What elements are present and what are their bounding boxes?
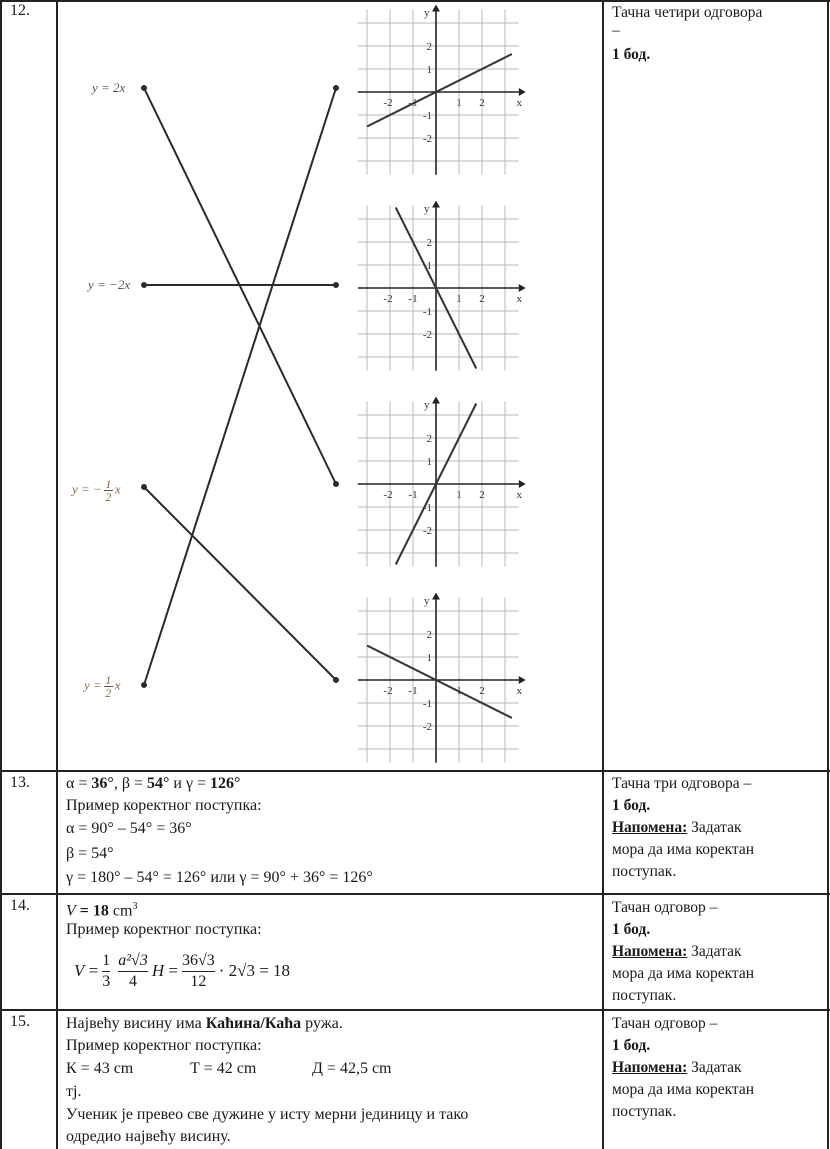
x-axis-label: x <box>516 97 522 109</box>
y-tick-label: -1 <box>422 502 432 514</box>
y-tick-label: -2 <box>422 721 432 733</box>
column-divider-2 <box>602 0 604 1149</box>
height-k: К = 43 cm <box>66 1060 134 1077</box>
height-d: Д = 42,5 cm <box>312 1060 392 1077</box>
x-axis-label: x <box>516 489 522 501</box>
score-q14: Тачан одговор – 1 бод. Напомена: Задатак мора да има коректан поступак. <box>612 899 755 1004</box>
question-number-12: 12. <box>10 2 30 19</box>
x-tick-label: -1 <box>408 489 418 501</box>
score-q13: Тачна три одговора – 1 бод. Напомена: Задатак мора да има коректан поступак. <box>612 775 755 880</box>
row-divider-13-14 <box>0 893 830 895</box>
height-t: Т = 42 cm <box>190 1060 257 1077</box>
graph-y-half-x <box>356 4 528 176</box>
x-tick-label: 1 <box>456 685 462 697</box>
x-axis-label: x <box>516 685 522 697</box>
y-tick-label: -2 <box>422 525 432 537</box>
explanation-line-2: одредио највећу висину. <box>66 1128 231 1145</box>
y-tick-label: -1 <box>422 306 432 318</box>
step-line-1: α = 90° – 54° = 36° <box>66 820 192 837</box>
x-tick-label: 1 <box>456 489 462 501</box>
equation-label-y-2x: y = 2x <box>92 80 126 95</box>
tj-label: тј. <box>66 1083 82 1100</box>
x-tick-label: -2 <box>383 489 393 501</box>
y-axis-label: y <box>424 203 430 215</box>
example-label-q13: Пример коректног поступка: <box>66 797 262 814</box>
x-tick-label: -1 <box>408 293 418 305</box>
y-tick-label: 2 <box>426 237 432 249</box>
connector-line-3 <box>144 487 336 680</box>
graph-y-2x <box>356 396 528 568</box>
equation-label-y-half-x: y = $\frac{1}{2}$ x <box>84 673 121 700</box>
answer-q13: α = 36°, β = 54° и γ = 126° <box>66 775 241 792</box>
answer-q14: V = 18 $cm^3$ <box>66 901 138 920</box>
y-tick-label: -1 <box>422 698 432 710</box>
table-border-right <box>827 0 829 1149</box>
y-tick-label: 2 <box>426 629 432 641</box>
y-tick-label: 2 <box>426 41 432 53</box>
explanation-line-1: Ученик је превео све дужине у исту мерни јединицу и тако <box>66 1106 469 1123</box>
x-tick-label: 2 <box>479 489 485 501</box>
connector-line-4 <box>144 88 336 685</box>
x-tick-label: -2 <box>383 685 393 697</box>
answer-q15: Највећу висину има Каћина/Каћа ружа. <box>66 1015 343 1032</box>
question-number-14: 14. <box>10 897 30 914</box>
function-line <box>367 54 512 126</box>
x-tick-label: 1 <box>456 293 462 305</box>
row-divider-12-13 <box>0 770 830 772</box>
y-tick-label: 2 <box>426 433 432 445</box>
x-axis-label: x <box>516 293 522 305</box>
graph-y-neg2x <box>356 200 528 372</box>
x-tick-label: -1 <box>408 97 418 109</box>
score-q15: Тачан одговор – 1 бод. Напомена: Задатак мора да има коректан поступак. <box>612 1015 755 1120</box>
x-tick-label: -2 <box>383 293 393 305</box>
y-tick-label: 1 <box>426 260 432 272</box>
row-divider-14-15 <box>0 1009 830 1011</box>
question-number-13: 13. <box>10 774 30 791</box>
volume-formula: V = 1 3 a²√3 4 H = 36√3 12 · 2√3 = 18 <box>74 951 291 990</box>
x-tick-label: 1 <box>456 97 462 109</box>
example-label-q15: Пример коректног поступка: <box>66 1037 262 1054</box>
x-tick-label: 2 <box>479 685 485 697</box>
y-tick-label: -1 <box>422 110 432 122</box>
y-tick-label: -2 <box>422 329 432 341</box>
table-border-left <box>0 0 2 1149</box>
y-axis-label: y <box>424 7 430 19</box>
y-tick-label: -2 <box>422 133 432 145</box>
x-tick-label: 2 <box>479 293 485 305</box>
step-line-2: β = 54° <box>66 845 114 862</box>
function-line <box>367 646 512 718</box>
y-axis-label: y <box>424 399 430 411</box>
graph-y-neg-half-x <box>356 592 528 764</box>
x-tick-label: -2 <box>383 97 393 109</box>
example-label-q14: Пример коректног поступка: <box>66 921 262 938</box>
question-number-15: 15. <box>10 1013 30 1030</box>
y-tick-label: 1 <box>426 456 432 468</box>
step-line-3: γ = 180° – 54° = 126° или γ = 90° + 36° = 126° <box>66 869 373 886</box>
y-tick-label: 1 <box>426 64 432 76</box>
x-tick-label: -1 <box>408 685 418 697</box>
score-q12: Тачна четири одговора – 1 бод. <box>612 4 763 63</box>
x-tick-label: 2 <box>479 97 485 109</box>
y-tick-label: 1 <box>426 652 432 664</box>
equation-label-y-neg-half-x: y = − $\frac{1}{2}$ x <box>72 477 121 504</box>
equation-label-y-neg2x: y = −2x <box>88 277 131 292</box>
y-axis-label: y <box>424 595 430 607</box>
